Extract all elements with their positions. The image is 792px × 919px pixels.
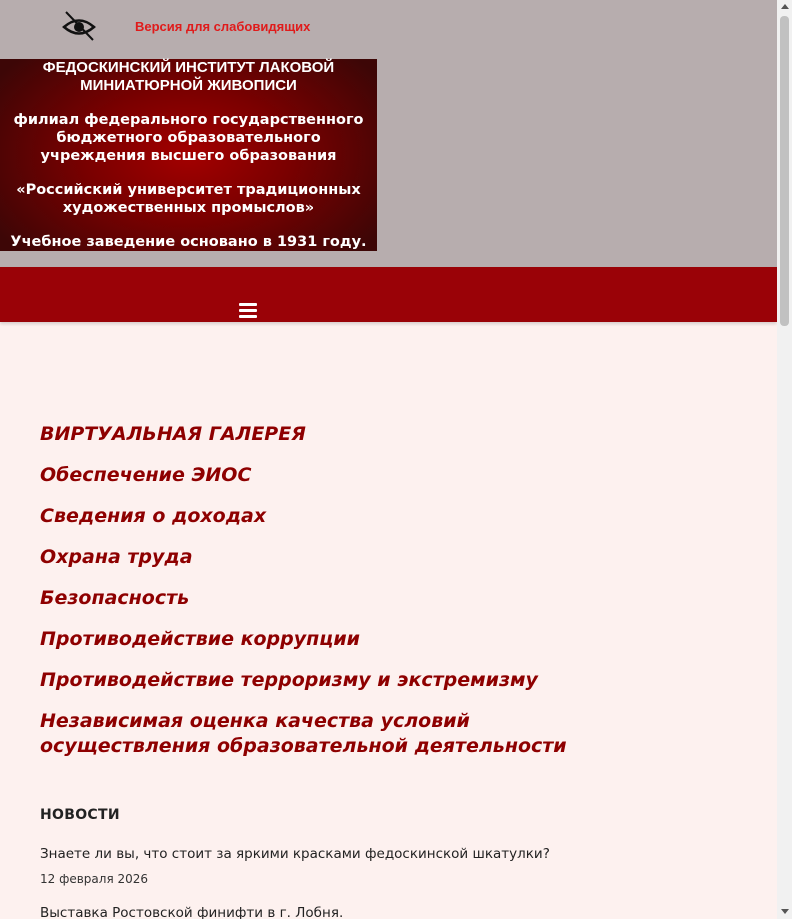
institute-title: ФЕДОСКИНСКИЙ ИНСТИТУТ ЛАКОВОЙ МИНИАТЮРНОЙ ЖИВОПИСИ xyxy=(42,59,335,94)
scrollbar-thumb[interactable] xyxy=(780,16,789,326)
university-name: «Российский университет традиционных художественных промыслов» xyxy=(16,182,361,216)
link-anti-terrorism[interactable]: Противодействие терроризму и экстремизму xyxy=(40,669,538,691)
scroll-down-icon[interactable] xyxy=(781,909,789,914)
news-item-title[interactable]: Выставка Ростовской финифти в г. Лобня. xyxy=(40,905,344,919)
link-eios[interactable]: Обеспечение ЭИОС xyxy=(40,464,252,486)
header xyxy=(0,0,777,267)
link-labor-protection[interactable]: Охрана труда xyxy=(40,546,193,568)
navbar xyxy=(0,267,777,322)
accessibility-version-link[interactable]: Версия для слабовидящих xyxy=(135,19,311,34)
scroll-up-icon[interactable] xyxy=(781,4,789,9)
link-security[interactable]: Безопасность xyxy=(40,587,190,609)
hamburger-menu-icon[interactable] xyxy=(239,303,257,319)
link-quality-assessment[interactable]: Независимая оценка качества условий осуществления образовательной деятельности xyxy=(40,710,567,757)
institute-subtitle: филиал федерального государственного бюджетного образовательного учреждения высшего образования xyxy=(13,112,364,164)
news-item-date: 12 февраля 2026 xyxy=(40,872,149,886)
institute-banner xyxy=(0,59,377,251)
founded-text: Учебное заведение основано в 1931 году. xyxy=(10,234,367,250)
link-income-info[interactable]: Сведения о доходах xyxy=(40,505,267,527)
eye-slash-icon[interactable] xyxy=(62,10,96,42)
link-anti-corruption[interactable]: Противодействие коррупции xyxy=(40,628,360,650)
quick-links xyxy=(40,422,640,775)
news-heading: НОВОСТИ xyxy=(40,807,120,823)
scrollbar[interactable] xyxy=(777,0,792,919)
link-virtual-gallery[interactable]: ВИРТУАЛЬНАЯ ГАЛЕРЕЯ xyxy=(40,423,306,445)
news-item-title[interactable]: Знаете ли вы, что стоит за яркими красками федоскинской шкатулки? xyxy=(40,846,550,862)
